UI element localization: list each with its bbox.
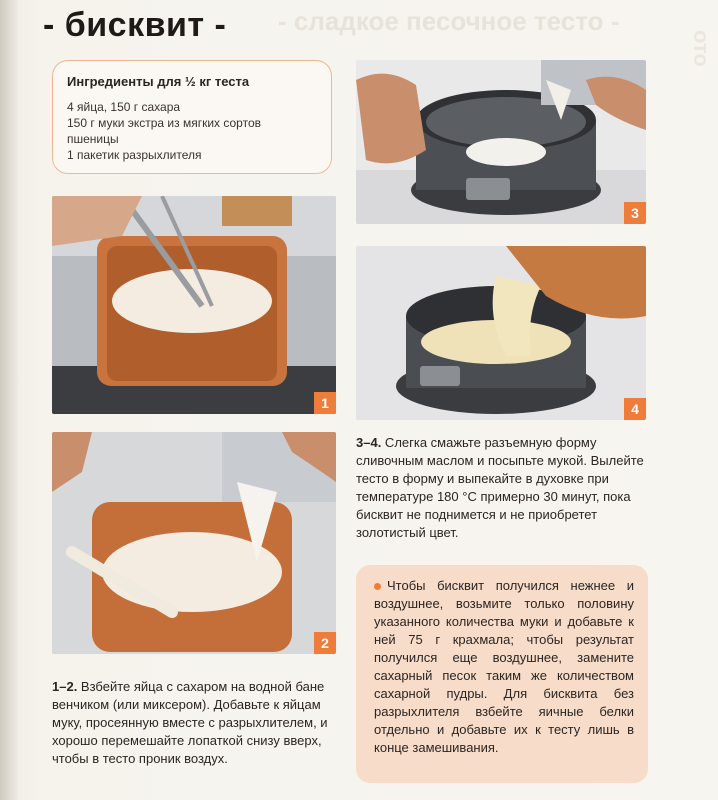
photo-step-4: [356, 246, 646, 420]
book-spine-shadow: [0, 0, 18, 800]
step-1-2-text: [52, 678, 338, 768]
ingredient-line: 1 пакетик разрыхлителя: [67, 148, 202, 162]
sifting-flour-illustration: [52, 432, 336, 654]
ingredients-title: Ингредиенты для ½ кг теста: [67, 74, 250, 89]
springform-flour-illustration: [356, 60, 646, 224]
pouring-batter-illustration: [356, 246, 646, 420]
step-3-4-text: [356, 434, 648, 542]
photo-step-1: [52, 196, 336, 414]
bullet-icon: [374, 583, 381, 590]
bleed-through-title: - сладкое песочное тесто -: [278, 6, 620, 36]
ingredients-box: [52, 60, 332, 174]
ingredient-line: 4 яйца, 150 г сахара: [67, 100, 181, 114]
photo-step-3: [356, 60, 646, 224]
ingredient-line: пшеницы: [67, 132, 119, 146]
step-badge: 1: [314, 392, 336, 414]
copper-pot-whisk-illustration: [52, 196, 336, 414]
step-badge: 4: [624, 398, 646, 420]
step-badge: 2: [314, 632, 336, 654]
page-title: - бисквит -: [43, 6, 227, 44]
step-body: Взбейте яйца с сахаром на водной бане венчиком (или миксером). Добавьте к яйцам муку, просеянную вместе с разрыхлителем, и хорошо перемешайте лопаткой снизу вверх, чтобы в тесто проник воздух.: [52, 679, 328, 766]
step-body: Слегка смажьте разъемную форму сливочным маслом и посыпьте мукой. Вылейте тесто в форму и выпекайте в духовке при температуре 180 °С примерно 30 минут, пока бисквит не поднимется и не приобретет золотистый цвет.: [356, 435, 644, 540]
tip-box: [356, 565, 648, 783]
ingredient-line: 150 г муки экстра из мягких сортов: [67, 116, 262, 130]
tip-text: Чтобы бисквит получился нежнее и воздушнее, возьмите только половину указанного количества муки и добавьте к ней 75 г крахмала; чтобы результат получился еще воздушнее, замените сахарный песок таким же количеством сахарной пудры. Для бисквита без разрыхлителя взбейте яичные белки отдельно и добавьте их к тесту лишь в конце замешивания.: [374, 578, 634, 755]
bleed-through-side: ото: [689, 30, 714, 67]
step-badge: 3: [624, 202, 646, 224]
photo-step-2: [52, 432, 336, 654]
step-label: 3–4.: [356, 435, 382, 450]
step-label: 1–2.: [52, 679, 78, 694]
